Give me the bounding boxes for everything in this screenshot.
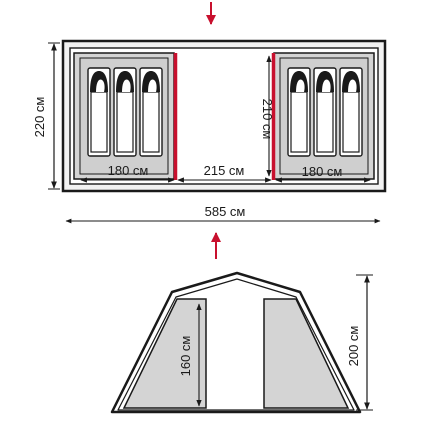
side-view xyxy=(112,273,373,412)
total-length-dimension xyxy=(66,204,380,221)
width-label: 220 см xyxy=(32,96,47,138)
right-room-length-label: 180 см xyxy=(301,164,343,179)
center-length-label: 215 см xyxy=(203,163,245,178)
right-bedroom xyxy=(274,53,374,179)
sleeping-bag-icon xyxy=(314,68,336,156)
left-bedroom xyxy=(74,53,174,179)
sleeping-bag-icon xyxy=(140,68,162,156)
width-dimension xyxy=(32,43,60,189)
sleeping-bag-icon xyxy=(288,68,310,156)
sleeping-bag-icon xyxy=(114,68,136,156)
door-height-label: 160 см xyxy=(178,335,193,377)
sleeping-bag-icon xyxy=(340,68,362,156)
tent-height-label: 200 см xyxy=(346,325,361,367)
left-room-length-label: 180 см xyxy=(107,163,149,178)
total-length-label: 585 см xyxy=(204,204,246,219)
sleeping-bag-icon xyxy=(88,68,110,156)
plan-view xyxy=(32,2,385,221)
center-height-label: 210 см xyxy=(260,98,275,140)
